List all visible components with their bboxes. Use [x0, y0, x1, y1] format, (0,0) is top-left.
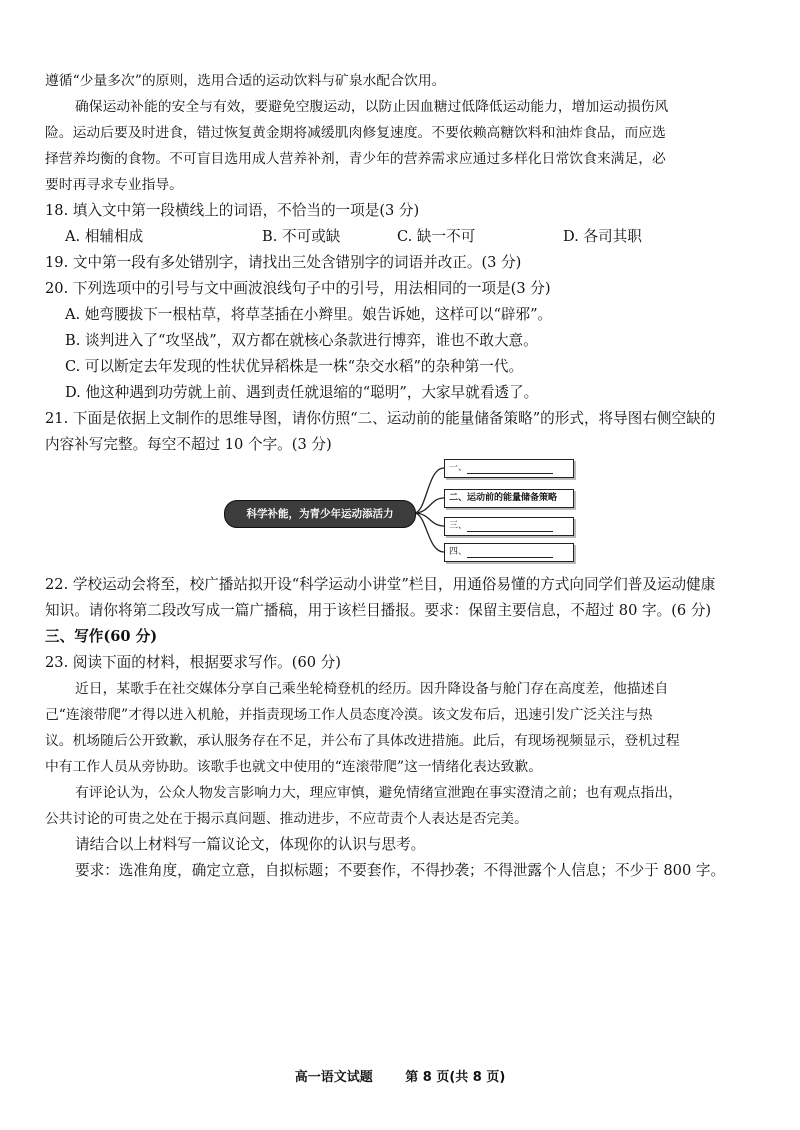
branch-label: 二、运动前的能量储备策略: [449, 493, 558, 503]
section-title-writing: 三、写作(60 分): [45, 628, 158, 645]
q20-option-a: A. 她弯腰拔下一根枯草，将草茎插在小辫里。娘告诉她，这样可以“辟邪”。: [65, 306, 553, 323]
material-line: 中有工作人员从旁协助。该歌手也就文中使用的“连滚带爬”这一情绪化表达致歉。: [45, 759, 542, 775]
footer-exam-title: 高一语文试题: [294, 1070, 373, 1085]
material-line: 近日，某歌手在社交媒体分享自己乘坐轮椅登机的经历。因升降设备与舱门存在高度差，他描述自: [75, 681, 669, 697]
passage-line: 遵循“少量多次”的原则，选用合适的运动饮料与矿泉水配合饮用。: [45, 73, 446, 89]
material-line: 有评论认为，公众人物发言影响力大，理应审慎，避免情绪宣泄跑在事实澄清之前；也有观点指出，: [75, 785, 683, 801]
branch-label: 一、: [449, 463, 468, 473]
q18-option-a: A. 相辅相成: [65, 228, 144, 245]
footer-page-number: 第 8 页(共 8 页): [405, 1070, 506, 1085]
question-23-stem: 23. 阅读下面的材料，根据要求写作。(60 分): [45, 654, 341, 671]
question-21-stem: 21. 下面是依据上文制作的思维导图，请你仿照“二、运动前的能量储备策略”的形式，将导图右侧空缺的: [45, 410, 716, 427]
question-22-stem: 22. 学校运动会将至，校广播站拟开设“科学运动小讲堂”栏目，用通俗易懂的方式向同学们普及运动健康: [45, 576, 716, 593]
q20-option-b: B. 谈判进入了“攻坚战”，双方都在就核心条款进行博弈，谁也不敢大意。: [65, 332, 538, 349]
q20-option-d: D. 他这种遇到功劳就上前、遇到责任就退缩的“聪明”，大家早就看透了。: [65, 384, 539, 401]
branch-label: 四、: [449, 547, 468, 557]
q18-option-c: C. 缺一不可: [397, 228, 476, 245]
material-line: 己“连滚带爬”才得以进入机舱，并指责现场工作人员态度冷漠。该文发布后，迅速引发广泛关注与热: [45, 707, 653, 723]
answer-blank[interactable]: [467, 520, 553, 532]
passage-line: 确保运动补能的安全与有效，要避免空腹运动，以防止因血糖过低降低运动能力，增加运动损伤风: [75, 99, 669, 115]
branch-label: 三、: [449, 521, 468, 531]
q18-option-d: D. 各司其职: [563, 228, 642, 245]
q20-option-c: C. 可以断定去年发现的性状优异稻株是一株“杂交水稻”的杂种第一代。: [65, 358, 524, 375]
question-20-stem: 20. 下列选项中的引号与文中画波浪线句子中的引号，用法相同的一项是(3 分): [45, 280, 551, 297]
q18-option-b: B. 不可或缺: [262, 228, 341, 245]
passage-line: 择营养均衡的食物。不可盲目选用成人营养补剂，青少年的营养需求应通过多样化日常饮食来满足，必: [45, 151, 666, 167]
writing-instruction: 请结合以上材料写一篇议论文，体现你的认识与思考。: [75, 836, 426, 853]
answer-blank[interactable]: [467, 546, 553, 558]
mind-map-branch-4: [444, 543, 574, 562]
material-line: 议。机场随后公开致歉，承认服务存在不足，并公布了具体改进措施。此后，有现场视频显示，登机过程: [45, 733, 680, 749]
mind-map-branch-2: [444, 489, 574, 508]
question-19-stem: 19. 文中第一段有多处错别字，请找出三处含错别字的词语并改正。(3 分): [45, 254, 522, 271]
mind-map-center-node: 科学补能，为青少年运动添活力: [224, 500, 416, 528]
passage-line: 险。运动后要及时进食，错过恢复黄金期将减缓肌肉修复速度。不要依赖高糖饮料和油炸食品，而应选: [45, 125, 666, 141]
mind-map-branch-3: [444, 517, 574, 536]
answer-blank[interactable]: [467, 462, 553, 474]
mind-map-branch-1: [444, 459, 574, 478]
question-18-stem: 18. 填入文中第一段横线上的词语，不恰当的一项是(3 分): [45, 202, 420, 219]
question-21-stem-cont: 内容补写完整。每空不超过 10 个字。(3 分): [45, 436, 332, 453]
mind-map: [222, 456, 572, 566]
material-line: 公共讨论的可贵之处在于揭示真问题、推动进步，不应苛责个人表达是否完美。: [45, 811, 528, 827]
question-22-stem-cont: 知识。请你将第二段改写成一篇广播稿，用于该栏目播报。要求：保留主要信息，不超过 80 字。(6 分): [45, 602, 712, 619]
writing-requirements: 要求：选准角度，确定立意，自拟标题；不要套作，不得抄袭；不得泄露个人信息；不少于 800 字。: [75, 862, 726, 879]
page-footer: [0, 1066, 800, 1085]
passage-line: 要时再寻求专业指导。: [45, 177, 183, 193]
